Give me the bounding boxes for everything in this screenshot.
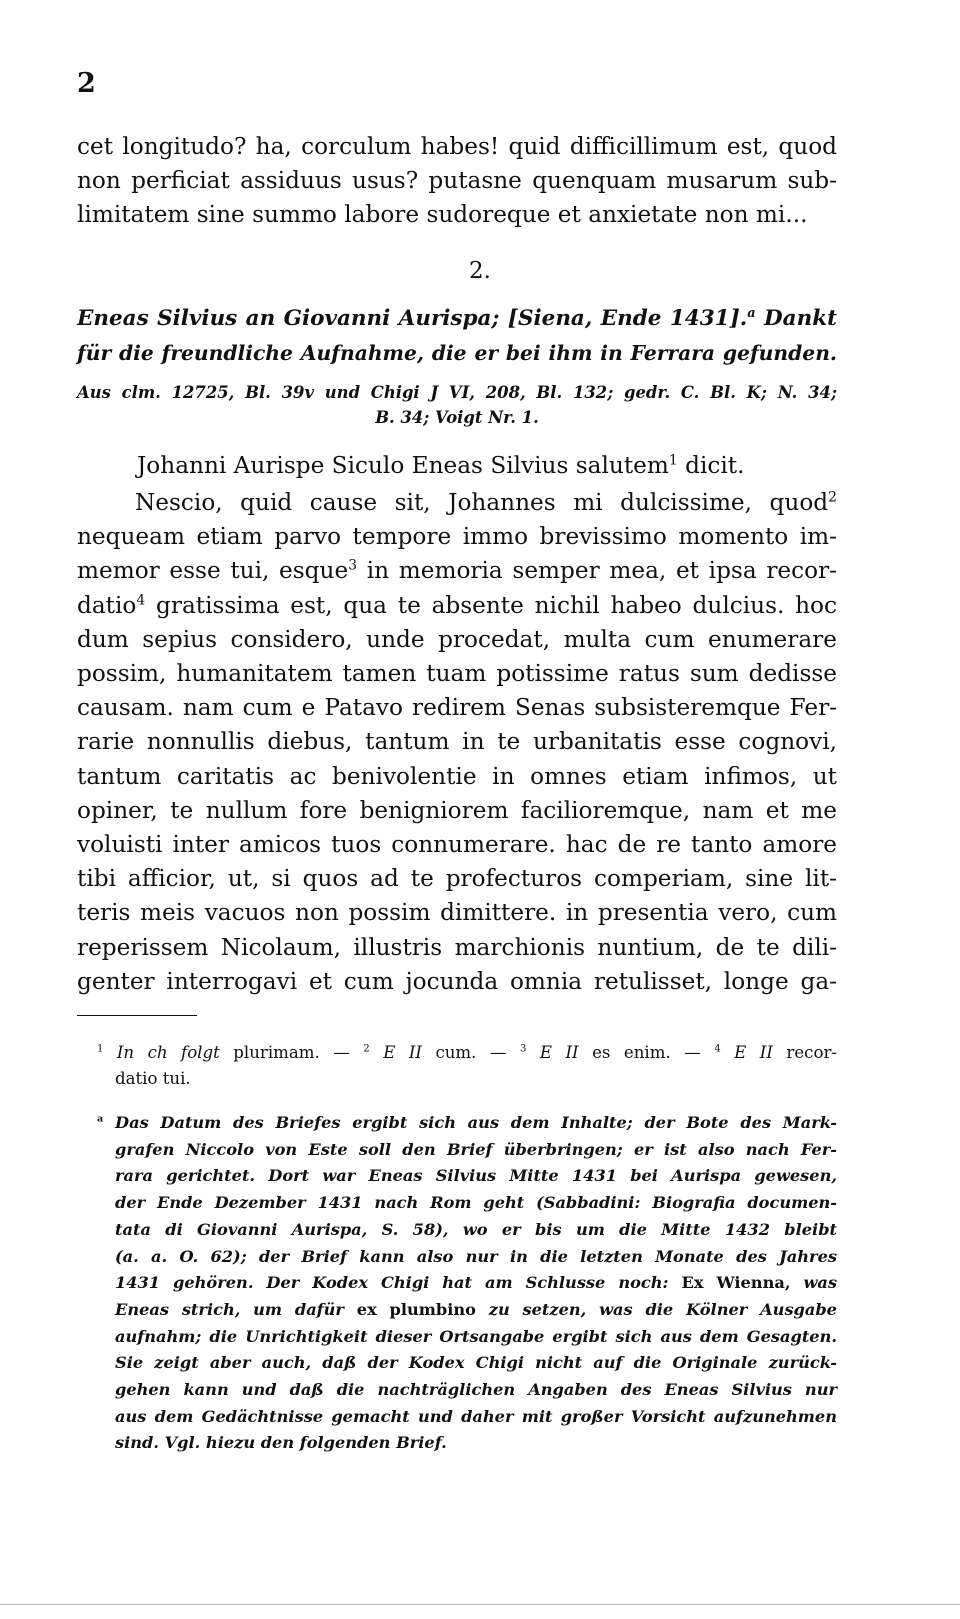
text-line: causam. nam cum e Patavo redirem Senas subsisteremque Fer-: [77, 694, 837, 722]
opening-paragraph: [77, 130, 837, 233]
footnote-line: rara gerichtet. Dort war Eneas Silvius Mitte 1431 bei Aurispa gewesen,: [115, 1166, 837, 1186]
source-line: B. 34; Voigt Nr. 1.: [375, 408, 539, 427]
footnote-line: der Ende Dezember 1431 nach Rom geht (Sabbadini: Biografia documen-: [115, 1193, 837, 1213]
footnote-line: 1431 gehören. Der Kodex Chigi hat am Schlusse noch: Ex Wienna, was: [115, 1273, 837, 1293]
text-line: tibi afficior, ut, si quos ad te profecturos comperiam, sine lit-: [77, 865, 837, 893]
text-line: nequeam etiam parvo tempore immo brevissimo momento im-: [77, 523, 837, 551]
note-marker: 4: [136, 591, 146, 608]
text-line: tantum caritatis ac benivolentie in omnes etiam infimos, ut: [77, 762, 837, 790]
page-number: 2: [77, 68, 96, 99]
text-line: memor esse tui, esque$^3$ in memoria semper mea, et ipsa recor-: [77, 557, 837, 585]
footnote-rule: [77, 1015, 197, 1016]
text-line: dum sepius considero, unde procedat, multa cum enumerare: [77, 625, 837, 653]
footnote-variants: [77, 1040, 837, 1092]
page-bottom-edge: [0, 1604, 960, 1605]
footnote-line: (a. a. O. 62); der Brief kann also nur in die letzten Monate des Jahres: [115, 1246, 837, 1266]
footnote-line: $^a$ Das Datum des Briefes ergibt sich aus dem Inhalte; der Bote des Mark-: [97, 1113, 838, 1132]
footnote-line: aufnahm; die Unrichtigkeit dieser Ortsangabe ergibt sich aus dem Gesagten.: [115, 1326, 837, 1346]
text-line: possim, humanitatem tamen tuam potissime ratus sum dedisse: [77, 660, 837, 688]
text-line: voluisti inter amicos tuos connumerare. hac de re tanto amore: [77, 831, 837, 859]
text-line: reperissem Nicolaum, illustris marchionis nuntium, de te dili-: [77, 933, 837, 961]
text-line: non perficiat assiduus usus? putasne quenquam musarum sub-: [77, 167, 837, 195]
text-line: cet longitudo? ha, corculum habes! quid difficillimum est, quod: [77, 133, 837, 160]
footnote-line: Sie zeigt aber auch, daß der Kodex Chigi nicht auf die Originale zurück-: [115, 1353, 837, 1373]
source-line: Aus clm. 12725, Bl. 39v und Chigi J VI, 208, Bl. 132; gedr. C. Bl. K; N. 34;: [77, 383, 837, 402]
footnote-line: sind. Vgl. hiezu den folgenden Brief.: [115, 1433, 447, 1453]
note-marker: 3: [348, 557, 358, 574]
footnote-line: grafen Niccolo von Este soll den Brief überbringen; er ist also nach Fer-: [115, 1139, 837, 1159]
text-line: limitatem sine summo labore sudoreque et anxietate non mi...: [77, 201, 808, 229]
headline-line: für die freundliche Aufnahme, die er bei ihm in Ferrara gefunden.: [77, 341, 837, 365]
letter-headline: [77, 302, 837, 370]
note-marker: a: [747, 305, 756, 321]
headline-line: Eneas Silvius an Giovanni Aurispa; [Siena, Ende 1431].$^a$ Dankt: [77, 305, 837, 331]
source-note: [77, 380, 837, 430]
footnote-line: tata di Giovanni Aurispa, S. 58), wo er bis um die Mitte 1432 bleibt: [115, 1219, 837, 1239]
letter-number: 2.: [469, 258, 491, 284]
footnote-line: datio tui.: [115, 1069, 191, 1088]
text-line: genter interrogavi et cum jocunda omnia retulisset, longe ga-: [77, 967, 837, 995]
text-line: opiner, te nullum fore benigniorem facilioremque, nam et me: [77, 796, 837, 824]
footnote-line: gehen kann und daß die nachträglichen Angaben des Eneas Silvius nur: [115, 1380, 837, 1400]
letter-body: [77, 486, 837, 999]
footnote-line: $^1$ In ch folgt plurimam. — $^2$ E II cum. — $^3$ E II es enim. — $^4$ E II recor-: [97, 1043, 837, 1062]
footnote-line: aus dem Gedächtnisse gemacht und daher mit großer Vorsicht aufzunehmen: [115, 1406, 837, 1426]
text-line: datio$^4$ gratissima est, qua te absente nichil habeo dulcius. hoc: [77, 591, 837, 619]
footnote-dating: [77, 1110, 837, 1457]
text-line: rarie nonnullis diebus, tantum in te urbanitatis esse cognovi,: [77, 728, 837, 756]
greeting: Johanni Aurispe Siculo Eneas Silvius salutem$^1$ dicit.: [137, 452, 745, 479]
note-marker: 2: [828, 489, 837, 506]
text-line: teris meis vacuos non possim dimittere. in presentia vero, cum: [77, 899, 837, 927]
footnote-line: Eneas strich, um dafür ex plumbino zu setzen, was die Kölner Ausgabe: [115, 1299, 837, 1319]
text-line: Nescio, quid cause sit, Johannes mi dulcissime, quod$^2$: [135, 489, 837, 516]
note-marker: 1: [668, 452, 678, 469]
